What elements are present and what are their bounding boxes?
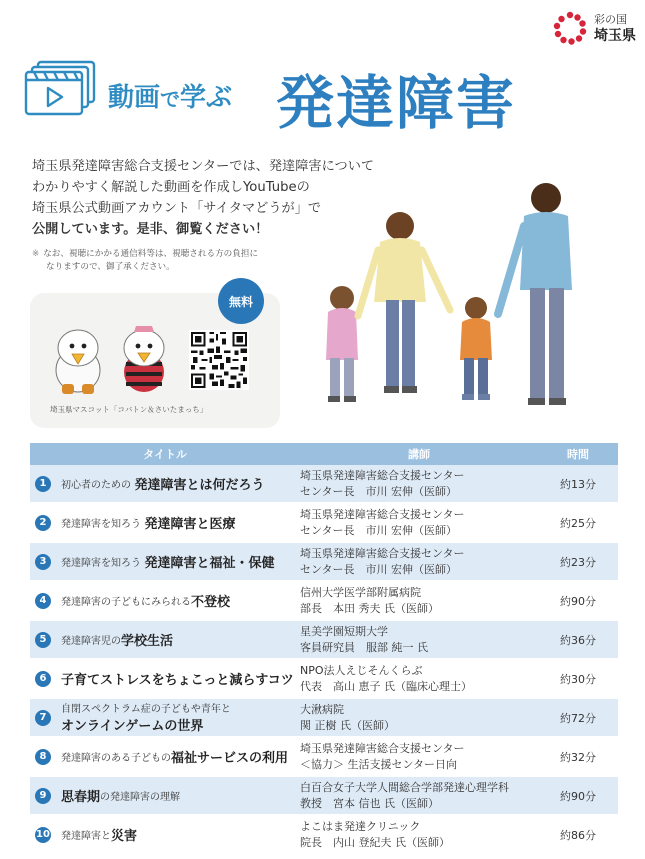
title-main: 福祉サービスの利用: [171, 751, 289, 766]
video-film-icon: [24, 60, 96, 116]
lecturer-name: 代表 高山 恵子 氏（臨床心理士）: [300, 679, 472, 693]
video-time: 約25分: [538, 503, 618, 542]
lecturer-org: 埼玉県発達障害総合支援センター: [300, 507, 465, 521]
table-row[interactable]: [30, 465, 618, 503]
intro-line: 埼玉県発達障害総合支援センターでは、発達障害について: [32, 159, 375, 174]
hero-heading: [24, 60, 232, 116]
video-time: 約86分: [538, 815, 618, 854]
title-prefix: 自閉スペクトラム症の子どもや青年と: [61, 703, 231, 715]
row-number: 4: [35, 593, 51, 609]
row-number: 9: [35, 788, 51, 804]
lecturer-name: センター長 市川 宏伸（医師）: [300, 484, 458, 498]
title-prefix: 発達障害を知ろう: [61, 519, 141, 530]
row-number: 10: [35, 827, 51, 843]
header-time: 時間: [538, 443, 618, 465]
lecturer-name: ＜協力＞ 生活支援センター日向: [300, 757, 458, 771]
title-main: 発達障害と福祉・保健: [144, 556, 275, 571]
lecturer-name: 教授 宮本 信也 氏（医師）: [300, 796, 439, 810]
table-row[interactable]: [30, 815, 618, 854]
row-number: 6: [35, 671, 51, 687]
lecturer-name: センター長 市川 宏伸（医師）: [300, 562, 458, 576]
lecturer-org: 星美学園短期大学: [300, 624, 388, 638]
lecturer-name: 部長 本田 秀夫 氏（医師）: [300, 601, 439, 615]
title-main: 不登校: [191, 595, 231, 610]
title-main: オンラインゲームの世界: [61, 718, 204, 734]
title-prefix: 発達障害の子どもにみられる: [61, 597, 191, 608]
lecturer-org: 信州大学医学部附属病院: [300, 585, 421, 599]
lecturer-name: 関 正樹 氏（医師）: [300, 718, 395, 732]
lecturer-org: 白百合女子大学人間総合学部発達心理学科: [300, 780, 509, 794]
row-number: 1: [35, 476, 51, 492]
table-row[interactable]: [30, 698, 618, 737]
header-title: タイトル: [30, 443, 300, 465]
hero-subtitle: [108, 77, 232, 114]
table-row[interactable]: [30, 659, 618, 698]
video-time: 約30分: [538, 659, 618, 698]
father-figure: [498, 183, 572, 405]
table-row[interactable]: [30, 776, 618, 815]
family-illustration: [300, 180, 600, 420]
subtitle-part-c: 学ぶ: [180, 82, 233, 113]
lecturer-org: 埼玉県発達障害総合支援センター: [300, 546, 465, 560]
table-row[interactable]: [30, 581, 618, 620]
intro-line: 公開しています。是非、御覧ください！: [32, 222, 269, 237]
lecturer-name: センター長 市川 宏伸（医師）: [300, 523, 458, 537]
page-title: 発達障害: [276, 69, 517, 137]
qr-code-icon[interactable]: [189, 330, 249, 390]
video-time: 約72分: [538, 698, 618, 737]
kobaton-mascot: [56, 330, 100, 394]
row-number: 3: [35, 554, 51, 570]
table-row[interactable]: [30, 542, 618, 581]
note-mark: ※: [32, 249, 40, 259]
note-line: なりますので、御了承ください。: [46, 262, 175, 272]
header-lecturer: 講師: [300, 443, 538, 465]
free-badge: 無料: [218, 278, 264, 324]
boy-figure: [460, 297, 492, 400]
row-number: 7: [35, 710, 51, 726]
saitamacchi-mascot: [124, 326, 164, 392]
girl-figure: [326, 286, 358, 402]
lecturer-org: 埼玉県発達障害総合支援センター: [300, 468, 465, 482]
video-time: 約32分: [538, 737, 618, 776]
title-main: 災害: [111, 829, 138, 844]
title-suffix: の発達障害の理解: [100, 792, 181, 803]
title-main: 学校生活: [121, 634, 174, 649]
video-time: 約36分: [538, 620, 618, 659]
prefecture-logo: [552, 10, 636, 46]
lecturer-org: 大湫病院: [300, 702, 344, 716]
title-main: 発達障害と医療: [144, 517, 236, 532]
table-row[interactable]: [30, 737, 618, 776]
video-time: 約90分: [538, 776, 618, 815]
title-main: 子育てストレスをちょこっと減らすコツ: [61, 673, 294, 688]
cost-note: [32, 248, 302, 274]
saitama-logo-icon: [552, 10, 588, 46]
title-prefix: 発達障害児の: [61, 636, 121, 647]
video-time: 約23分: [538, 542, 618, 581]
subtitle-part-a: 動画: [108, 82, 161, 113]
lecturer-name: 客員研究員 服部 純一 氏: [300, 640, 428, 654]
lecturer-org: NPO法人えじそんくらぶ: [300, 663, 423, 677]
note-line: なお、視聴にかかる通信料等は、視聴される方の負担に: [43, 249, 259, 259]
subtitle-part-b: で: [160, 86, 181, 111]
logo-line2: 埼玉県: [594, 28, 636, 44]
intro-line: わかりやすく解説した動画を作成しYouTubeの: [32, 180, 310, 195]
title-main: 思春期: [61, 790, 101, 805]
mother-figure: [358, 212, 450, 393]
video-table: [30, 443, 618, 855]
lecturer-org: 埼玉県発達障害総合支援センター: [300, 741, 465, 755]
video-time: 約13分: [538, 465, 618, 503]
table-row[interactable]: [30, 503, 618, 542]
lecturer-name: 院長 内山 登紀夫 氏（医師）: [300, 835, 450, 849]
video-time: 約90分: [538, 581, 618, 620]
row-number: 5: [35, 632, 51, 648]
row-number: 8: [35, 749, 51, 765]
mascot-caption: 埼玉県マスコット「コバトン＆さいたまっち」: [50, 405, 208, 414]
title-main: 発達障害とは何だろう: [134, 478, 265, 493]
intro-line: 埼玉県公式動画アカウント「サイタマどうが」で: [32, 201, 322, 216]
title-prefix: 発達障害のある子どもの: [61, 753, 171, 764]
mascot-illustration: [42, 318, 180, 396]
title-prefix: 発達障害と: [61, 831, 111, 842]
table-row[interactable]: [30, 620, 618, 659]
row-number: 2: [35, 515, 51, 531]
logo-line1: 彩の国: [594, 13, 627, 26]
title-prefix: 発達障害を知ろう: [61, 558, 141, 569]
lecturer-org: よこはま発達クリニック: [300, 819, 421, 833]
title-prefix: 初心者のための: [61, 480, 131, 491]
